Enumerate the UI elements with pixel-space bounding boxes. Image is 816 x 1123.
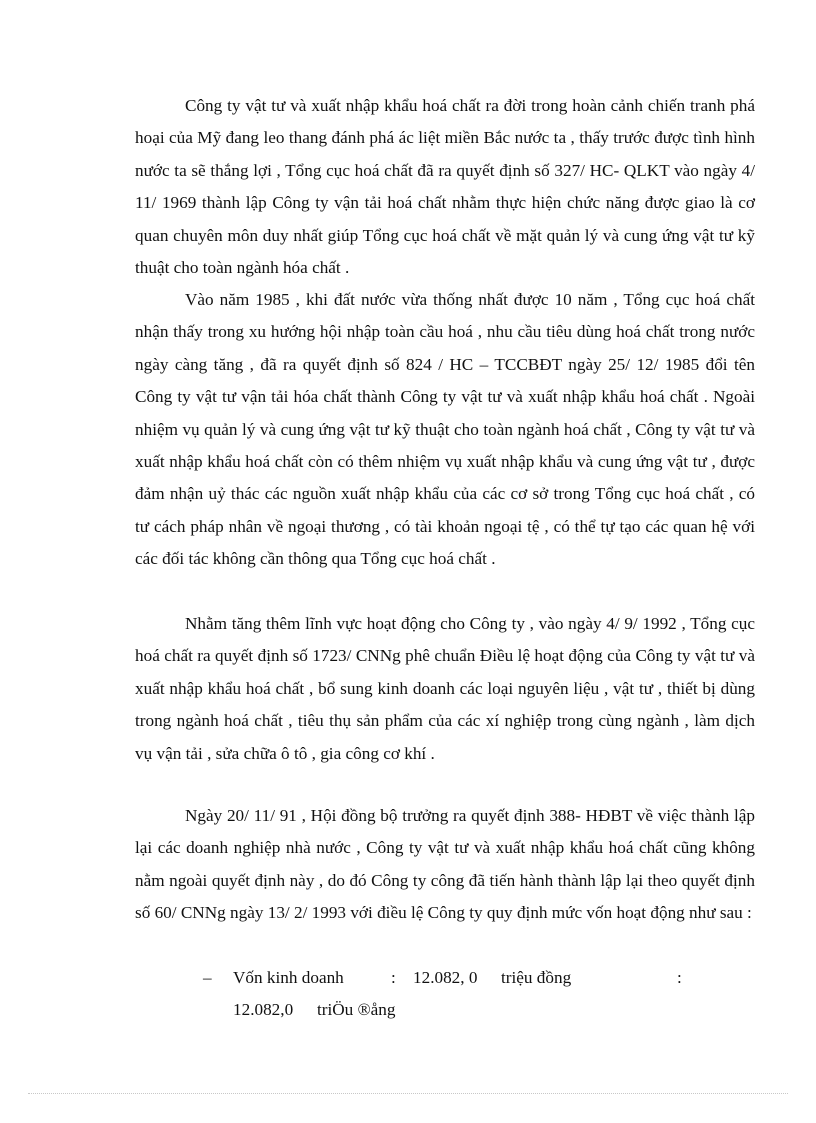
capital-colon: :: [391, 968, 396, 987]
paragraph-1992-charter: Nhằm tăng thêm lĩnh vực hoạt động cho Công ty , vào ngày 4/ 9/ 1992 , Tổng cục hoá chất ra quyết định số 1723/ CNNg phê chuẩn Điều lệ hoạt động của Công ty vật tư và xuất nhập khẩu hoá chất , bổ sung kinh doanh các loại nguyên liệu , vật tư , thiết bị dùng trong ngành hoá chất , tiêu thụ sản phẩm của các xí nghiệp trong cùng ngành , làm dịch vụ vận tải , sửa chữa ô tô , gia công cơ khí .: [135, 614, 755, 763]
paragraph-1993-reestablish: Ngày 20/ 11/ 91 , Hội đồng bộ trưởng ra quyết định 388- HĐBT về việc thành lập lại các doanh nghiệp nhà nước , Công ty vật tư và xuất nhập khẩu hoá chất cũng không nằm ngoài quyết định này , do đó Công ty công đã tiến hành thành lập lại theo quyết định số 60/ CNNg ngày 13/ 2/ 1993 với điều lệ Công ty quy định mức vốn hoạt động như sau :: [135, 806, 755, 923]
capital-colon-2: :: [677, 968, 682, 987]
list-dash: –: [203, 968, 212, 987]
paragraph-1985-rename: Vào năm 1985 , khi đất nước vừa thống nhất được 10 năm , Tổng cục hoá chất nhận thấy trong xu hướng hội nhập toàn cầu hoá , nhu cầu tiêu dùng hoá chất trong nước ngày càng tăng , đã ra quyết định số 824 / HC – TCCBĐT ngày 25/ 12/ 1985 đổi tên Công ty vật tư vận tải hóa chất thành Công ty vật tư và xuất nhập khẩu hoá chất . Ngoài nhiệm vụ quản lý và cung ứng vật tư kỹ thuật cho toàn ngành hoá chất , Công ty vật tư và xuất nhập khẩu hoá chất còn có thêm nhiệm vụ xuất nhập khẩu và cung ứng vật tư , được đảm nhận uỷ thác các nguồn xuất nhập khẩu của các cơ sở trong Tổng cục hoá chất , có tư cách pháp nhân về ngoại thương , có tài khoản ngoại tệ , có thể tự tạo các quan hệ với các đối tác không cần thông qua Tổng cục hoá chất .: [135, 290, 755, 569]
capital-label: Vốn kinh doanh: [233, 968, 344, 987]
capital-value: 12.082, 0: [413, 968, 478, 987]
capital-list-item: [203, 962, 682, 994]
paragraph-founding: Công ty vật tư và xuất nhập khẩu hoá chất ra đời trong hoàn cảnh chiến tranh phá hoại của Mỹ đang leo thang đánh phá ác liệt miền Bắc nước ta , thấy trước được tình hình nước ta sẽ thắng lợi , Tổng cục hoá chất đã ra quyết định số 327/ HC- QLKT vào ngày 4/ 11/ 1969 thành lập Công ty vận tải hoá chất nhằm thực hiện chức năng được giao là cơ quan chuyên môn duy nhất giúp Tổng cục hoá chất về mặt quản lý và cung ứng vật tư kỹ thuật cho toàn ngành hóa chất .: [135, 96, 755, 278]
capital-value-2: 12.082,0: [233, 1000, 294, 1019]
capital-list-item-continued: [233, 994, 395, 1026]
capital-unit: triệu đồng: [501, 968, 572, 987]
footer-divider: [28, 1093, 788, 1094]
capital-unit-2: triÖu ®ång: [317, 1000, 396, 1019]
